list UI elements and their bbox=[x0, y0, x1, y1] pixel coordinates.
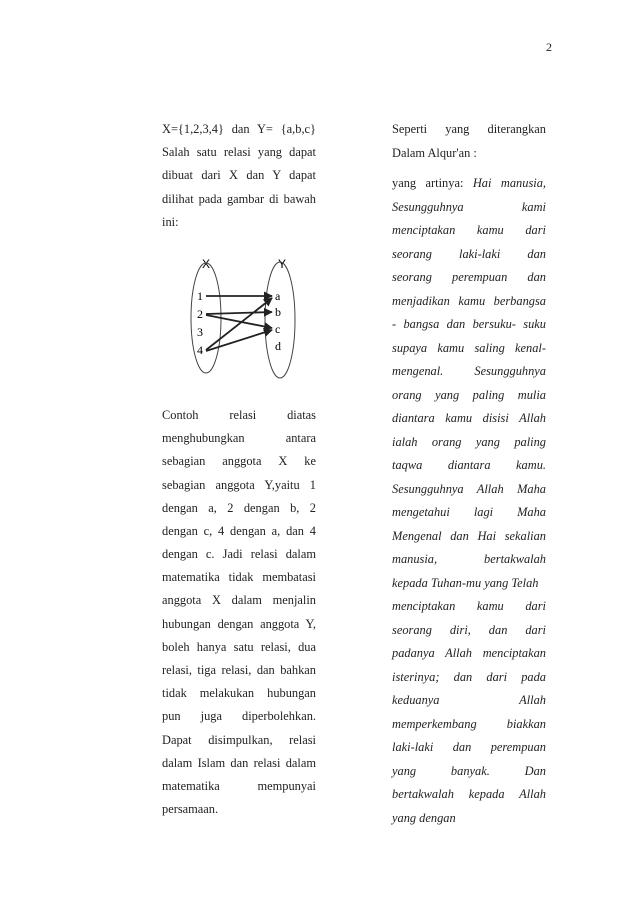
text-line: manusia, bertakwalah bbox=[392, 552, 546, 566]
text-line: taqwa diantara kamu. bbox=[392, 458, 546, 472]
y-element-d: d bbox=[275, 338, 281, 353]
text-line: seorang laki-laki dan bbox=[392, 246, 546, 261]
page-number: 2 bbox=[546, 40, 552, 54]
text-line: laki-laki dan perempuan bbox=[392, 740, 546, 754]
left-intro-text bbox=[162, 118, 316, 234]
translation-first-line bbox=[392, 172, 546, 196]
text-line: yang banyak. Dan bbox=[392, 763, 546, 778]
relation-diagram-svg bbox=[180, 258, 302, 386]
right-intro-text bbox=[392, 118, 546, 165]
text-line: matematika mempunyai bbox=[162, 778, 316, 793]
text-line: Sesungguhnya kami bbox=[392, 199, 546, 214]
text-line: dibuat dari X dan Y dapat bbox=[162, 168, 316, 183]
text-line: menciptakan kamu dari bbox=[392, 599, 546, 613]
set-y-label: Y bbox=[278, 257, 287, 271]
text-line: supaya kamu saling kenal- bbox=[392, 340, 546, 355]
text-line: diantara kamu disisi Allah bbox=[392, 411, 546, 425]
translation-prefix: yang artinya: bbox=[392, 176, 473, 190]
text-line: menciptakan kamu dari bbox=[392, 223, 546, 237]
text-line: - bangsa dan bersuku- suku bbox=[392, 317, 546, 331]
relation-arrow-4-c bbox=[206, 330, 272, 351]
text-line: Seperti yang diterangkan bbox=[392, 122, 546, 136]
text-line: relasi, tiga relasi, dan bahkan bbox=[162, 663, 316, 677]
relation-arrow-2-c bbox=[206, 315, 272, 328]
text-line: dalam Islam dan relasi dalam bbox=[162, 755, 316, 770]
text-line: pun juga diperbolehkan. bbox=[162, 709, 316, 724]
text-line: persamaan. bbox=[162, 802, 219, 817]
text-line: mengetahui lagi Maha bbox=[392, 505, 546, 519]
text-line: dilihat pada gambar di bawah bbox=[162, 191, 316, 206]
set-x-label: X bbox=[202, 257, 211, 271]
text-line: Contoh relasi diatas bbox=[162, 407, 316, 422]
text-line: menjadikan kamu berbangsa bbox=[392, 293, 546, 308]
x-element-1: 1 bbox=[197, 288, 203, 303]
text-line: anggota X dalam menjalin bbox=[162, 593, 316, 608]
text-line: dengan a, 2 dengan b, 2 bbox=[162, 500, 316, 515]
relation-arrow-4-a bbox=[206, 298, 272, 350]
text-line: menghubungkan antara bbox=[162, 431, 316, 446]
text-line: ialah orang yang paling bbox=[392, 434, 546, 449]
text-line: dengan c. Jadi relasi dalam bbox=[162, 547, 316, 562]
x-element-2: 2 bbox=[197, 306, 203, 321]
text-line: bertakwalah kepada Allah bbox=[392, 787, 546, 801]
text-line: Dalam Alqur'an : bbox=[392, 145, 477, 160]
text-line: isterinya; dan dari pada bbox=[392, 669, 546, 684]
relation-arrow-2-b bbox=[206, 312, 272, 314]
x-element-4: 4 bbox=[197, 342, 203, 357]
text-line: kepada Tuhan-mu yang Telah bbox=[392, 575, 539, 590]
text-line: Mengenal dan Hai sekalian bbox=[392, 528, 546, 543]
left-column bbox=[162, 118, 316, 821]
text-line: Sesungguhnya Allah Maha bbox=[392, 481, 546, 496]
text-line: padanya Allah menciptakan bbox=[392, 646, 546, 660]
y-element-c: c bbox=[275, 321, 281, 336]
text-line: seorang perempuan dan bbox=[392, 270, 546, 284]
text-line: yang dengan bbox=[392, 810, 456, 825]
text-line: sebagian anggota Y,yaitu 1 bbox=[162, 477, 316, 492]
text-line: dengan c, 4 dengan a, dan 4 bbox=[162, 523, 316, 538]
text-line: orang yang paling mulia bbox=[392, 387, 546, 402]
text-line: Salah satu relasi yang dapat bbox=[162, 145, 316, 160]
quran-translation-text bbox=[392, 196, 546, 831]
y-element-b: b bbox=[275, 304, 281, 319]
text-line: hubungan dengan anggota Y, bbox=[162, 616, 316, 631]
text-line: boleh hanya satu relasi, dua bbox=[162, 639, 316, 654]
set-y-ellipse bbox=[265, 262, 295, 378]
right-column bbox=[392, 118, 546, 830]
text-line: matematika tidak membatasi bbox=[162, 570, 316, 585]
text-line: ini: bbox=[162, 214, 179, 229]
text-line: X={1,2,3,4} dan Y= {a,b,c} bbox=[162, 122, 316, 136]
set-x-ellipse bbox=[191, 263, 221, 373]
translation-first-italic: Hai manusia, bbox=[472, 176, 546, 190]
x-element-3: 3 bbox=[197, 324, 203, 339]
y-element-a: a bbox=[275, 288, 281, 303]
text-line: seorang diri, dan dari bbox=[392, 622, 546, 637]
left-explanation-text bbox=[162, 404, 316, 821]
text-line: keduanya Allah bbox=[392, 693, 546, 707]
text-line: tidak melakukan hubungan bbox=[162, 686, 316, 701]
text-line: memperkembang biakkan bbox=[392, 716, 546, 731]
text-line: sebagian anggota X ke bbox=[162, 454, 316, 469]
text-line: Dapat disimpulkan, relasi bbox=[162, 732, 316, 747]
relation-diagram bbox=[180, 258, 302, 386]
text-line: mengenal. Sesungguhnya bbox=[392, 364, 546, 378]
